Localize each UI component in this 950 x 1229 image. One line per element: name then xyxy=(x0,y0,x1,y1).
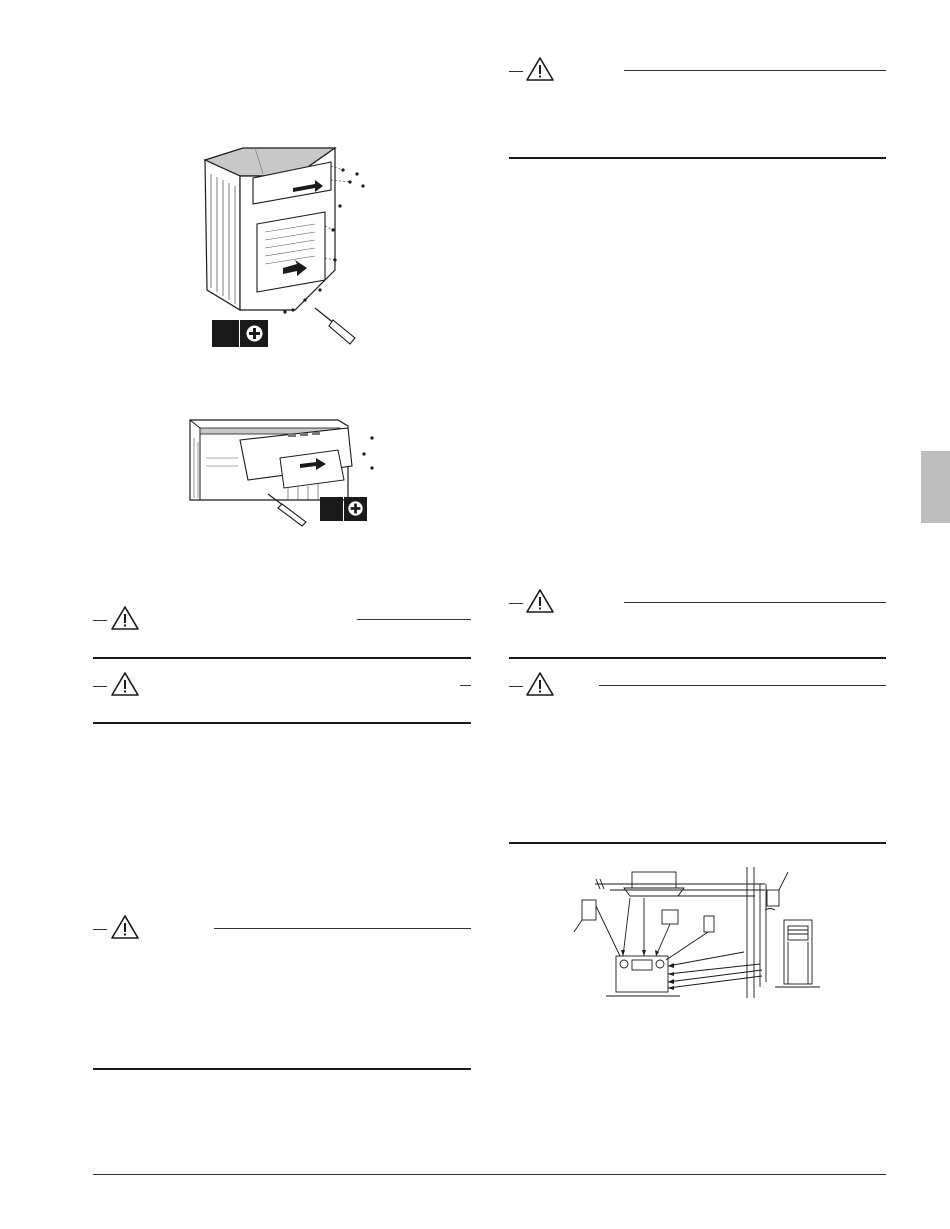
tool-badge xyxy=(212,320,268,347)
warning-lead-line xyxy=(93,686,107,687)
warning-lead-line xyxy=(93,929,107,930)
system-wiring-diagram xyxy=(570,862,830,1002)
footer-rule xyxy=(93,1174,886,1175)
warning-lead-line xyxy=(509,71,523,72)
warning-header-rule xyxy=(624,602,886,603)
phillips-screw-icon xyxy=(347,500,364,517)
phillips-screw-icon xyxy=(245,324,264,343)
warning-bottom-rule xyxy=(509,842,886,844)
section-tab xyxy=(921,451,950,523)
warning-header-rule xyxy=(599,685,886,686)
tool-badge xyxy=(320,497,367,521)
warning-bottom-rule xyxy=(509,157,886,159)
warning-lead-line xyxy=(509,603,523,604)
warning-header-rule xyxy=(460,685,471,686)
warning-header-rule xyxy=(214,928,471,929)
warning-lead-line xyxy=(93,620,107,621)
warning-bottom-rule xyxy=(93,1068,471,1070)
warning-triangle-icon xyxy=(525,56,555,82)
warning-bottom-rule xyxy=(509,657,886,659)
warning-bottom-rule xyxy=(93,657,471,659)
warning-header-rule xyxy=(357,619,471,620)
warning-bottom-rule xyxy=(93,722,471,724)
screwdriver-icon xyxy=(315,308,355,344)
warning-triangle-icon xyxy=(110,914,140,940)
warning-triangle-icon xyxy=(525,671,555,697)
warning-triangle-icon xyxy=(525,588,555,614)
front-panels-removal-illustration xyxy=(195,140,375,350)
warning-triangle-icon xyxy=(110,671,140,697)
warning-header-rule xyxy=(624,70,886,71)
warning-lead-line xyxy=(509,686,523,687)
warning-triangle-icon xyxy=(110,605,140,631)
